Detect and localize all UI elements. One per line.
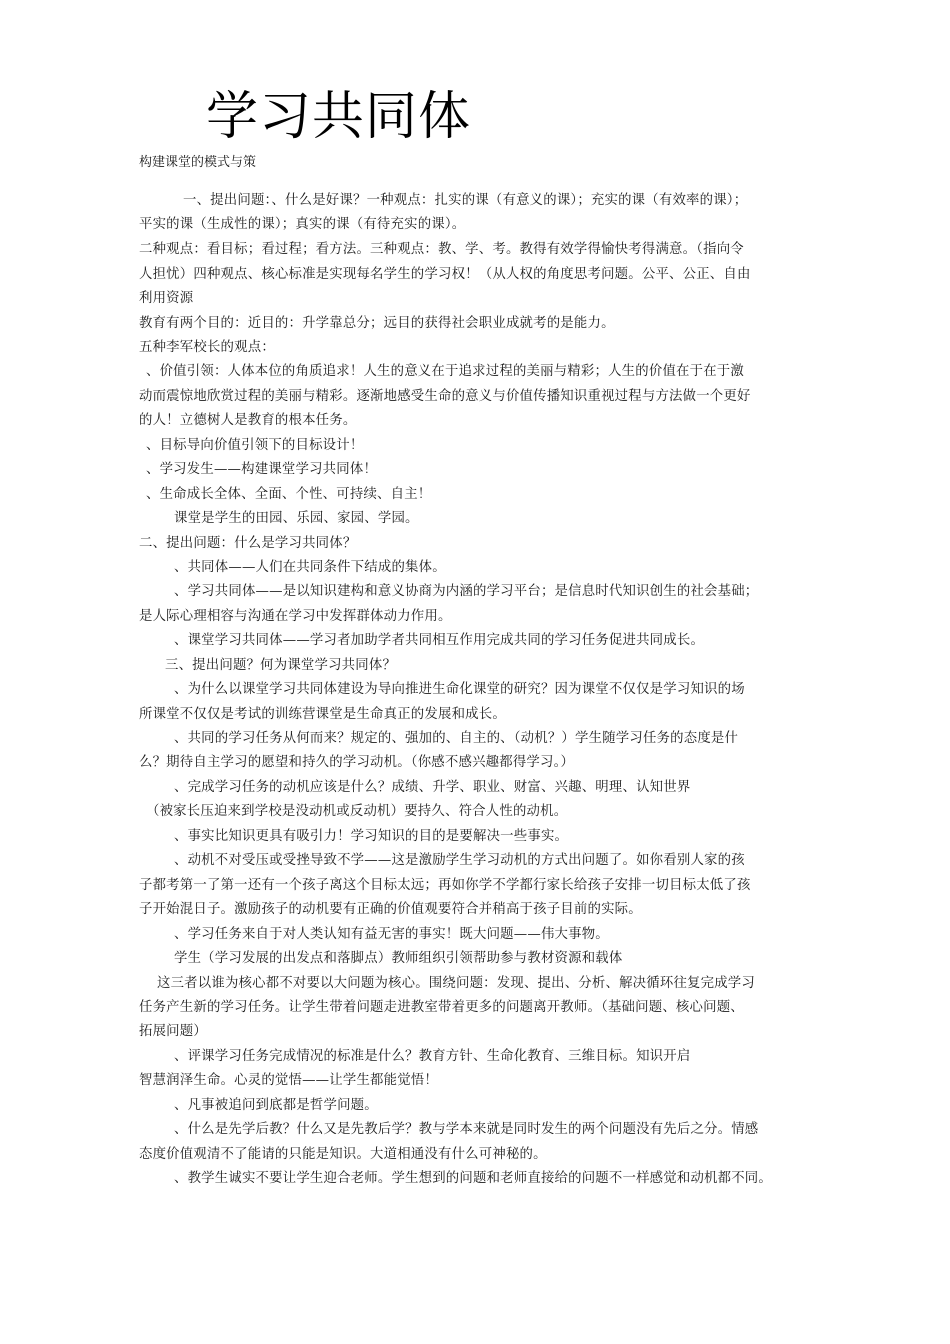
text-line: 、价值引领：人体本位的角质追求！人生的意义在于追求过程的美丽与精彩；人生的价值在于在于激 bbox=[146, 364, 744, 379]
text-line: 学生（学习发展的出发点和落脚点）教师组织引领帮助参与教材资源和载体 bbox=[174, 951, 623, 966]
text-line: 么？期待自主学习的愿望和持久的学习动机。（你感不感兴趣都得学习。） bbox=[139, 755, 575, 770]
text-line: 的人！立德树人是教育的根本任务。 bbox=[139, 413, 357, 428]
text-line: 这三者以谁为核心都不对要以大问题为核心。围绕问题：发现、提出、分析、解决循环往复完成学习 bbox=[157, 976, 755, 991]
text-line: 、生命成长全体、全面、个性、可持续、自主！ bbox=[146, 487, 432, 502]
text-line: 、凡事被追问到底都是哲学问题。 bbox=[174, 1098, 378, 1113]
text-line: 、目标导向价值引领下的目标设计！ bbox=[146, 438, 364, 453]
text-line: 拓展问题） bbox=[139, 1024, 207, 1039]
text-line: 、为什么以课堂学习共同体建设为导向推进生命化课堂的研究？因为课堂不仅仅是学习知识的场 bbox=[174, 682, 745, 697]
text-line: 、什么是先学后教？什么又是先教后学？教与学本来就是同时发生的两个问题没有先后之分。情感 bbox=[174, 1122, 759, 1137]
text-line: 、课堂学习共同体——学习者加助学者共同相互作用完成共同的学习任务促进共同成长。 bbox=[174, 633, 705, 648]
text-line: 、共同体——人们在共同条件下结成的集体。 bbox=[174, 560, 446, 575]
text-line: 、学习任务来自于对人类认知有益无害的事实！既大问题——伟大事物。 bbox=[174, 927, 609, 942]
text-line: 利用资源 bbox=[139, 291, 194, 306]
text-line: 、动机不对受压或受挫导致不学——这是激励学生学习动机的方式出问题了。如你看别人家的孩 bbox=[174, 853, 745, 868]
text-line: 、评课学习任务完成情况的标准是什么？教育方针、生命化教育、三维目标。知识开启 bbox=[174, 1049, 691, 1064]
text-line: 一、提出问题：、什么是好课？一种观点：扎实的课（有意义的课）；充实的课（有效率的课）； bbox=[183, 193, 748, 208]
text-line: 平实的课（生成性的课）；真实的课（有待充实的课）。 bbox=[139, 217, 466, 232]
text-line: 人担忧）四种观点、核心标准是实现每名学生的学习权！（从人权的角度思考问题。公平、公正、自由 bbox=[139, 267, 751, 282]
text-line: 子开始混日子。激励孩子的动机要有正确的价值观要符合并稍高于孩子目前的实际。 bbox=[139, 902, 642, 917]
text-line: 所课堂不仅仅是考试的训练营课堂是生命真正的发展和成长。 bbox=[139, 707, 506, 722]
text-line: 任务产生新的学习任务。让学生带着问题走进教室带着更多的问题离开教师。（基础问题、核心问题、 bbox=[139, 1000, 744, 1015]
text-line: 课堂是学生的田园、乐园、家园、学园。 bbox=[174, 511, 419, 526]
text-line: 、学习发生——构建课堂学习共同体！ bbox=[146, 462, 378, 477]
text-line: 、共同的学习任务从何而来？规定的、强加的、自主的、（动机？）学生随学习任务的态度是什 bbox=[174, 731, 739, 746]
text-line: 、完成学习任务的动机应该是什么？成绩、升学、职业、财富、兴趣、明理、认知世界 bbox=[174, 780, 691, 795]
text-line: 、教学生诚实不要让学生迎合老师。学生想到的问题和老师直接给的问题不一样感觉和动机都不同。 bbox=[174, 1171, 772, 1186]
text-line: 智慧润泽生命。心灵的觉悟——让学生都能觉悟！ bbox=[139, 1073, 438, 1088]
text-line: 五种李军校长的观点： bbox=[139, 340, 275, 355]
document-subtitle: 构建课堂的模式与策 bbox=[139, 155, 257, 170]
text-line: 教育有两个目的：近目的：升学靠总分；远目的获得社会职业成就考的是能力。 bbox=[139, 316, 615, 331]
text-line: 三、提出问题？何为课堂学习共同体？ bbox=[165, 658, 397, 673]
text-line: 动而震惊地欣赏过程的美丽与精彩。逐渐地感受生命的意义与价值传播知识重视过程与方法做一个更好 bbox=[139, 389, 751, 404]
text-line: 、学习共同体——是以知识建构和意义协商为内涵的学习平台；是信息时代知识创生的社会基础； bbox=[174, 584, 759, 599]
text-line: 、事实比知识更具有吸引力！学习知识的目的是要解决一些事实。 bbox=[174, 829, 569, 844]
text-line: 是人际心理相容与沟通在学习中发挥群体动力作用。 bbox=[139, 609, 452, 624]
text-line: 二种观点：看目标；看过程；看方法。三种观点：教、学、考。教得有效学得愉快考得满意。（指向令 bbox=[139, 242, 744, 257]
text-line: （被家长压迫来到学校是没动机或反动机）要持久、符合人性的动机。 bbox=[146, 804, 568, 819]
document-title: 学习共同体 bbox=[206, 87, 472, 147]
text-line: 子都考第一了第一还有一个孩子离这个目标太远；再如你学不学都行家长给孩子安排一切目标太低了孩 bbox=[139, 878, 751, 893]
text-line: 二、提出问题：什么是学习共同体？ bbox=[139, 536, 357, 551]
text-line: 态度价值观清不了能请的只能是知识。大道相通没有什么可神秘的。 bbox=[139, 1147, 547, 1162]
